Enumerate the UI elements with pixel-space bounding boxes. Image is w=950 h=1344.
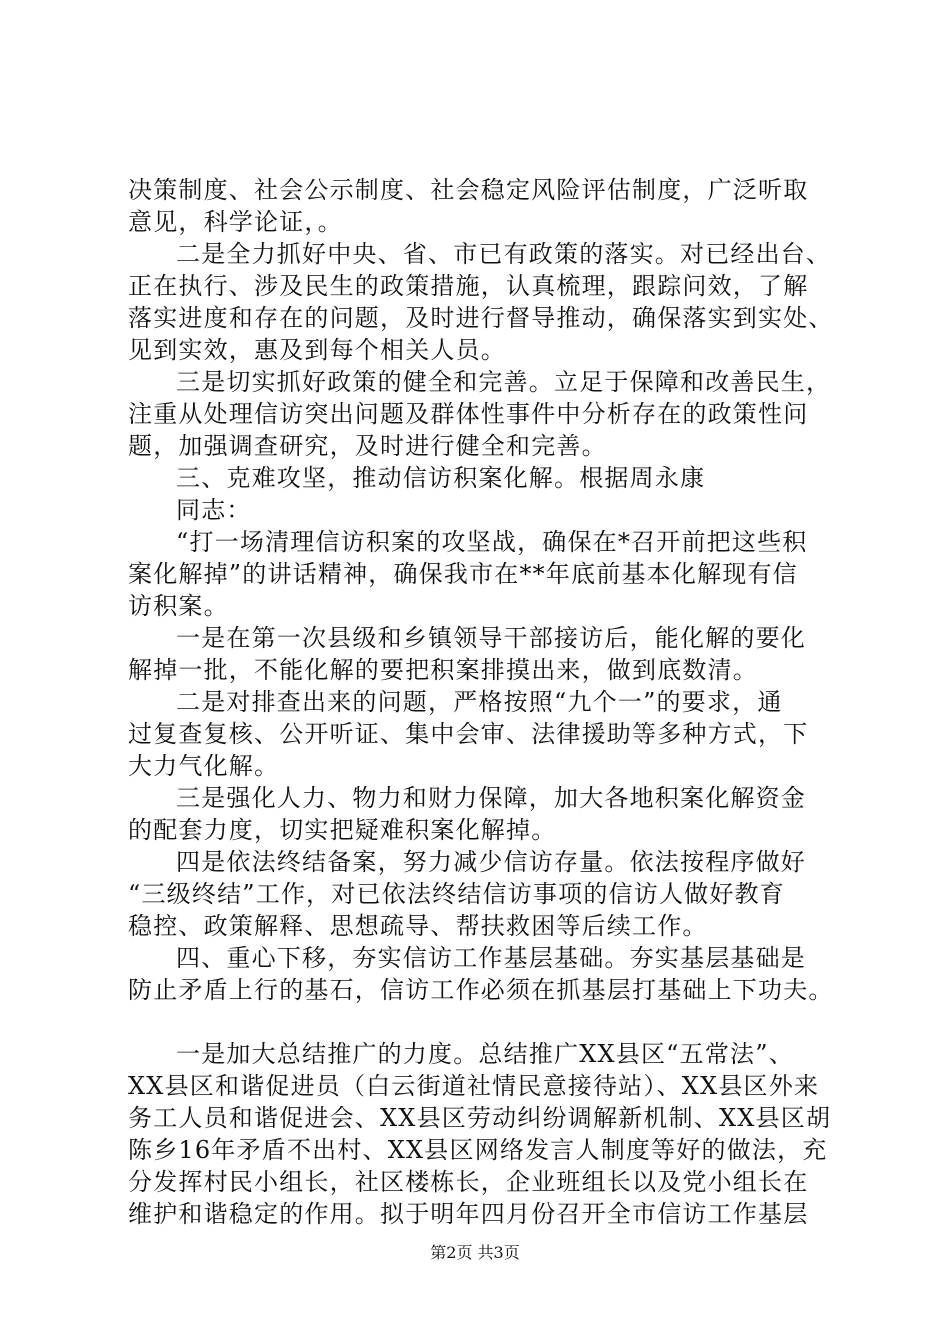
page-number-footer: 第2页 共3页 — [430, 1243, 520, 1262]
text-line: 访积案。 — [128, 592, 229, 620]
text-line: 题，加强调查研究，及时进行健全和完善。 — [128, 432, 607, 460]
text-line: 务工人员和谐促进会、XX县区劳动纠纷调解新机制、XX县区胡 — [128, 1104, 832, 1132]
text-line: 三是强化人力、物力和财力保障，加大各地积案化解资金 — [176, 784, 806, 812]
text-line: “打一场清理信访积案的攻坚战，确保在*召开前把这些积 — [176, 528, 808, 556]
text-line: 见到实效，惠及到每个相关人员。 — [128, 336, 506, 364]
text-line: 三是切实抓好政策的健全和完善。立足于保障和改善民生， — [176, 368, 832, 396]
text-line: 防止矛盾上行的基石，信访工作必须在抓基层打基础上下功夫。 — [128, 976, 834, 1004]
text-line: 正在执行、涉及民生的政策措施，认真梳理，跟踪问效，了解 — [128, 272, 809, 300]
text-line: 二是对排查出来的问题，严格按照“九个一”的要求，通 — [176, 688, 783, 716]
text-line: 落实进度和存在的问题，及时进行督导推动，确保落实到实处、 — [128, 304, 834, 332]
text-line: 同志： — [176, 496, 252, 524]
text-line: 三、克难攻坚，推动信访积案化解。根据周永康 — [176, 464, 706, 492]
text-line: 一是在第一次县级和乡镇领导干部接访后，能化解的要化 — [176, 624, 806, 652]
text-line: 过复查复核、公开听证、集中会审、法律援助等多种方式，下 — [128, 720, 809, 748]
text-line: 四、重心下移，夯实信访工作基层基础。夯实基层基础是 — [176, 944, 806, 972]
text-line: 大力气化解。 — [128, 752, 280, 780]
text-line: 决策制度、社会公示制度、社会稳定风险评估制度，广泛听取 — [128, 176, 809, 204]
text-line: XX县区和谐促进员（白云街道社情民意接待站）、XX县区外来 — [128, 1072, 820, 1100]
text-line: 分发挥村民小组长，社区楼栋长，企业班组长以及党小组长在 — [128, 1168, 809, 1196]
text-line: 四是依法终结备案，努力减少信访存量。依法按程序做好 — [176, 848, 806, 876]
text-line: 案化解掉”的讲话精神，确保我市在**年底前基本化解现有信 — [128, 560, 798, 588]
text-line: 稳控、政策解释、思想疏导、帮扶救困等后续工作。 — [128, 912, 708, 940]
text-line: 解掉一批，不能化解的要把积案排摸出来，做到底数清。 — [128, 656, 758, 684]
text-line: 维护和谐稳定的作用。拟于明年四月份召开全市信访工作基层 — [128, 1200, 809, 1228]
text-line: 意见，科学论证，。 — [128, 208, 343, 236]
text-line: 的配套力度，切实把疑难积案化解掉。 — [128, 816, 557, 844]
text-line: 一是加大总结推广的力度。总结推广XX县区“五常法”、 — [176, 1040, 794, 1068]
text-line: 陈乡16年矛盾不出村、XX县区网络发言人制度等好的做法，充 — [128, 1136, 828, 1164]
text-line: 二是全力抓好中央、省、市已有政策的落实。对已经出台、 — [176, 240, 832, 268]
text-line: “三级终结”工作，对已依法终结信访事项的信访人做好教育 — [128, 880, 785, 908]
text-line: 注重从处理信访突出问题及群体性事件中分析存在的政策性问 — [128, 400, 809, 428]
